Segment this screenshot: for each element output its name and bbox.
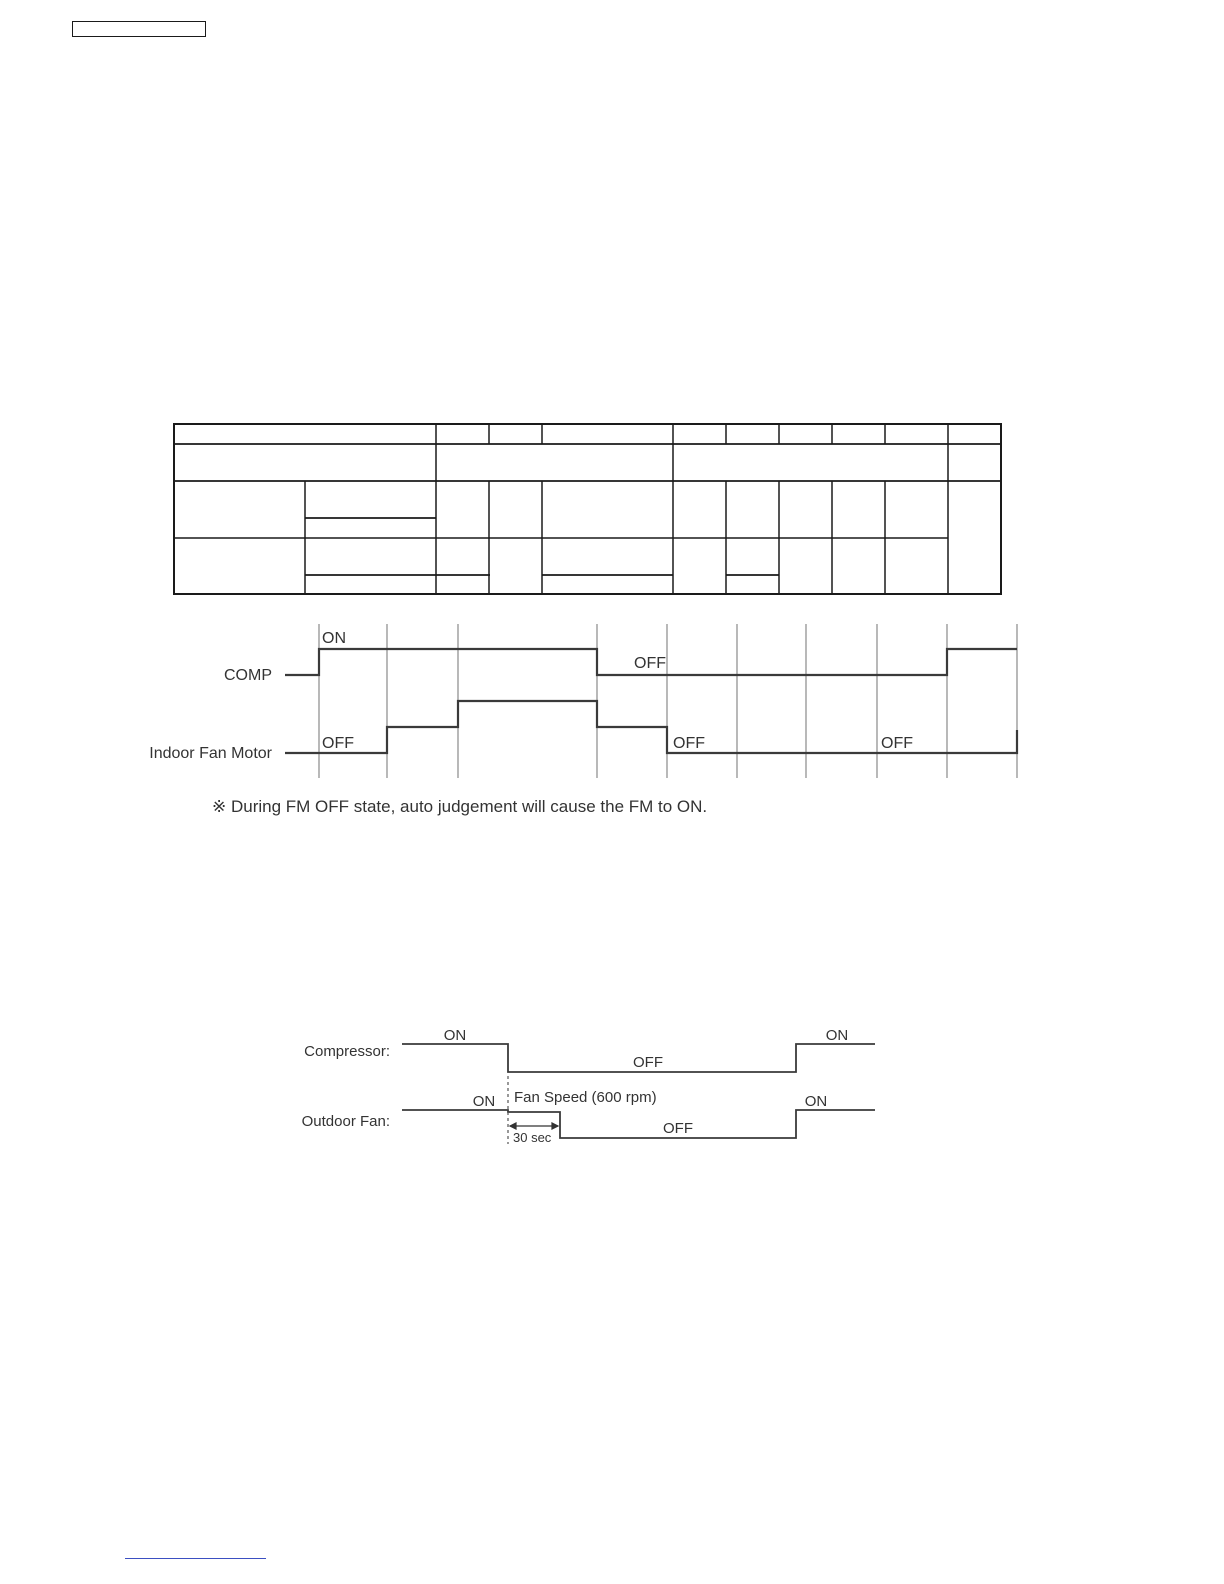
fan-off-label-2: OFF [673,735,705,752]
table-border [174,424,1001,594]
fan-speed-label: Fan Speed (600 rpm) [514,1089,657,1106]
fan-off-label-3: OFF [881,735,913,752]
indoor-fan-label: Indoor Fan Motor [149,745,272,762]
timing-chart-comp-fan [140,618,1040,788]
fan-off-label-1: OFF [322,735,354,752]
delay-arrow [510,1123,558,1129]
footer-link-underline[interactable] [125,1558,266,1559]
comp-on-label: ON [322,630,346,647]
time-gridlines [319,624,1017,778]
fan-off-label: OFF [663,1120,693,1137]
outdoor-fan-label: Outdoor Fan: [301,1113,390,1130]
comp-off-label: OFF [633,1054,663,1071]
comp-label: COMP [224,667,272,684]
delay-label: 30 sec [513,1130,552,1145]
control-table [173,423,1002,595]
comp-on-label-1: ON [443,1027,467,1044]
header-box [72,21,206,37]
outdoor-fan-waveform [402,1110,875,1138]
fan-on-label-2: ON [804,1093,828,1110]
comp-on-label-2: ON [825,1027,849,1044]
fan-on-label-1: ON [472,1093,496,1110]
comp-off-label: OFF [634,655,666,672]
fan-motor-note: ※ During FM OFF state, auto judgement will cause the FM to ON. [212,797,708,816]
timing-chart-outdoor-fan [290,1020,890,1150]
compressor-label: Compressor: [304,1043,390,1060]
